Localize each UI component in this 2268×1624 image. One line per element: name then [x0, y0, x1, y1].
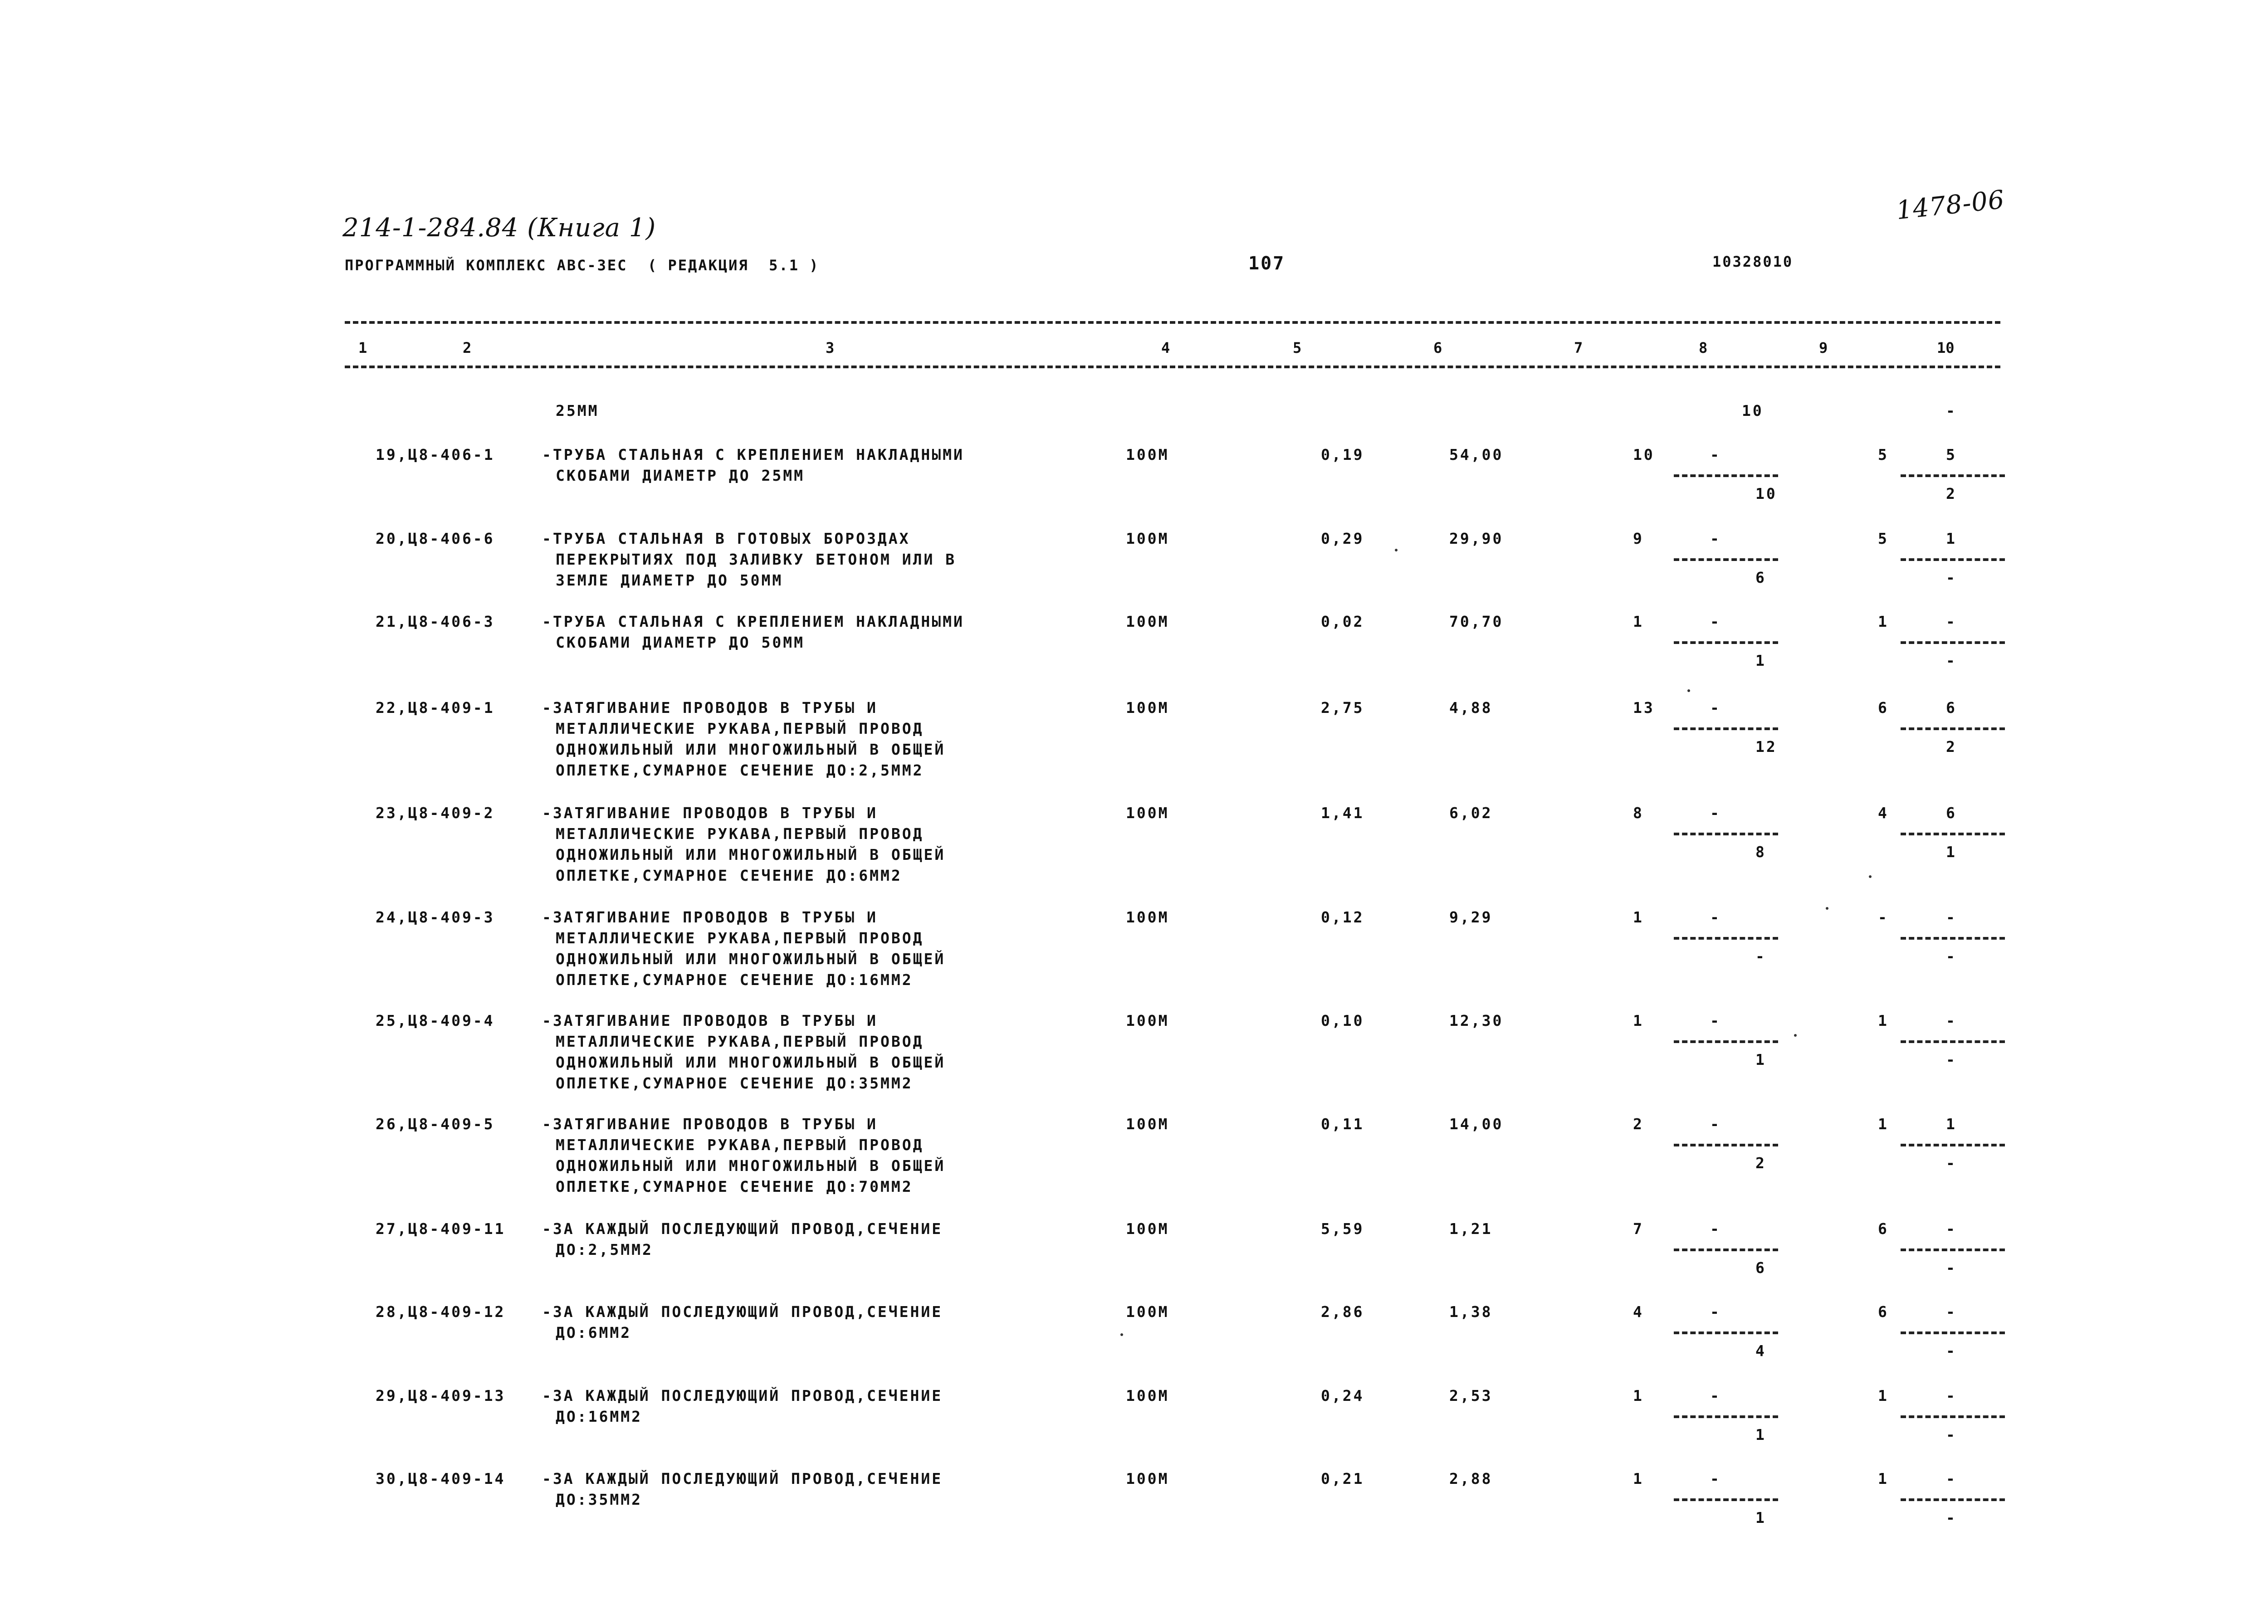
row-col10-top: - — [1946, 1012, 1957, 1029]
row-description-line: МЕТАЛЛИЧЕСКИЕ РУКАВА,ПЕРВЫЙ ПРОВОД — [556, 929, 924, 947]
row-description-line: МЕТАЛЛИЧЕСКИЕ РУКАВА,ПЕРВЫЙ ПРОВОД — [556, 1033, 924, 1050]
row-description-line: МЕТАЛЛИЧЕСКИЕ РУКАВА,ПЕРВЫЙ ПРОВОД — [556, 825, 924, 843]
row-col5: 0,29 — [1321, 530, 1364, 547]
row-description-line: ОДНОЖИЛЬНЫЙ ИЛИ МНОГОЖИЛЬНЫЙ В ОБЩЕЙ — [556, 741, 946, 758]
row-col10-bottom: - — [1946, 652, 1957, 669]
row-col5: 2,86 — [1321, 1303, 1364, 1321]
row-col8-top: - — [1710, 1303, 1721, 1321]
table-row — [0, 1010, 2268, 1092]
row-col8-top: - — [1710, 1387, 1721, 1405]
row-col10-bottom: - — [1946, 1509, 1957, 1526]
row-unit: 100М — [1126, 530, 1169, 547]
row-col8-bottom: 6 — [1755, 569, 1766, 586]
row-col10-top: 5 — [1946, 446, 1957, 463]
row-col9: 1 — [1878, 1470, 1889, 1487]
fraction-rule-col8 — [1674, 727, 1778, 730]
row-unit: 100М — [1126, 613, 1169, 630]
row-col8-bottom: 1 — [1755, 1426, 1766, 1444]
row-col6: 14,00 — [1449, 1115, 1504, 1133]
row-description-line: ПЕРЕКРЫТИЯХ ПОД ЗАЛИВКУ БЕТОНОМ ИЛИ В — [556, 551, 957, 568]
row-col10-top: - — [1946, 1303, 1957, 1321]
document-code: 10328010 — [1712, 253, 1794, 270]
row-description-line: -ЗАТЯГИВАНИЕ ПРОВОДОВ В ТРУБЫ И — [542, 1115, 878, 1133]
row-code: 22,Ц8-409-1 — [376, 699, 495, 717]
row-col8-top: - — [1710, 613, 1721, 630]
row-description-line: ОПЛЕТКЕ,СУМАРНОЕ СЕЧЕНИЕ ДО:16ММ2 — [556, 971, 913, 989]
row-code: 25,Ц8-409-4 — [376, 1012, 495, 1029]
row-col7: 2 — [1633, 1115, 1644, 1133]
fraction-rule-col10 — [1901, 1144, 2005, 1146]
row-col8-bottom: 6 — [1755, 1259, 1766, 1277]
row-description-line: ЗЕМЛЕ ДИАМЕТР ДО 50ММ — [556, 571, 783, 589]
row-unit: 100М — [1126, 1012, 1169, 1029]
column-number-7: 7 — [1574, 339, 1583, 356]
row-col5: 2,75 — [1321, 699, 1364, 717]
row-col7: 4 — [1633, 1303, 1644, 1321]
table-row — [0, 697, 2268, 779]
row-col9: 4 — [1878, 804, 1889, 822]
column-number-10: 10 — [1937, 339, 1955, 356]
row-col8-bottom: - — [1755, 947, 1766, 965]
fraction-rule-col10 — [1901, 1498, 2005, 1501]
fraction-rule-col8 — [1674, 1498, 1778, 1501]
row-col8-bottom: 1 — [1755, 1051, 1766, 1068]
handwritten-document-code: 214-1-284.84 (Книга 1) — [342, 213, 656, 243]
row-col9: 5 — [1878, 530, 1889, 547]
row-col7: 7 — [1633, 1220, 1644, 1238]
scan-speck — [1869, 875, 1872, 878]
program-line: ПРОГРАММНЫЙ КОМПЛЕКС АВС-ЗЕС ( РЕДАКЦИЯ 5.1 ) — [345, 257, 820, 274]
row-description-line: ОПЛЕТКЕ,СУМАРНОЕ СЕЧЕНИЕ ДО:35ММ2 — [556, 1074, 913, 1092]
table-row — [0, 1468, 2268, 1526]
row-col10-top: 1 — [1946, 1115, 1957, 1133]
row-col6: 70,70 — [1449, 613, 1504, 630]
row-col9: 6 — [1878, 1220, 1889, 1238]
row-description-line: -ЗА КАЖДЫЙ ПОСЛЕДУЮЩИЙ ПРОВОД,СЕЧЕНИЕ — [542, 1387, 943, 1405]
row-unit: 100М — [1126, 1115, 1169, 1133]
continuation-text: 25ММ — [556, 402, 599, 419]
row-col9: - — [1878, 908, 1889, 926]
row-description-line: -ЗА КАЖДЫЙ ПОСЛЕДУЮЩИЙ ПРОВОД,СЕЧЕНИЕ — [542, 1470, 943, 1487]
fraction-rule-col8 — [1674, 1248, 1778, 1251]
row-description-line: ОПЛЕТКЕ,СУМАРНОЕ СЕЧЕНИЕ ДО:70ММ2 — [556, 1178, 913, 1195]
row-col7: 1 — [1633, 1387, 1644, 1405]
row-col5: 5,59 — [1321, 1220, 1364, 1238]
row-col8-bottom: 10 — [1755, 485, 1777, 502]
row-col10-bottom: 2 — [1946, 485, 1957, 502]
row-col10-top: - — [1946, 1220, 1957, 1238]
fraction-rule-col8 — [1674, 1331, 1778, 1334]
row-code: 19,Ц8-406-1 — [376, 446, 495, 463]
row-col9: 6 — [1878, 1303, 1889, 1321]
table-header-rule — [345, 366, 2000, 368]
row-code: 23,Ц8-409-2 — [376, 804, 495, 822]
row-col6: 2,88 — [1449, 1470, 1493, 1487]
row-col10-bottom: - — [1946, 1426, 1957, 1444]
row-col10-bottom: - — [1946, 1154, 1957, 1172]
row-code: 24,Ц8-409-3 — [376, 908, 495, 926]
column-number-9: 9 — [1819, 339, 1828, 356]
table-row — [0, 907, 2268, 989]
row-col8-top: - — [1710, 1012, 1721, 1029]
continuation-col10: - — [1946, 402, 1957, 419]
row-col8-bottom: 2 — [1755, 1154, 1766, 1172]
row-col6: 29,90 — [1449, 530, 1504, 547]
row-unit: 100М — [1126, 804, 1169, 822]
row-description-line: -ЗА КАЖДЫЙ ПОСЛЕДУЮЩИЙ ПРОВОД,СЕЧЕНИЕ — [542, 1303, 943, 1321]
row-col5: 0,02 — [1321, 613, 1364, 630]
table-row — [0, 803, 2268, 884]
row-unit: 100М — [1126, 1303, 1169, 1321]
row-description-line: СКОБАМИ ДИАМЕТР ДО 25ММ — [556, 467, 805, 484]
row-col8-top: - — [1710, 446, 1721, 463]
fraction-rule-col8 — [1674, 1040, 1778, 1043]
row-col6: 1,38 — [1449, 1303, 1493, 1321]
row-col10-bottom: - — [1946, 1342, 1957, 1360]
row-col9: 5 — [1878, 446, 1889, 463]
row-unit: 100М — [1126, 1470, 1169, 1487]
table-row — [0, 611, 2268, 669]
row-col5: 0,11 — [1321, 1115, 1364, 1133]
row-description-line: -ЗАТЯГИВАНИЕ ПРОВОДОВ В ТРУБЫ И — [542, 804, 878, 822]
row-col8-bottom: 12 — [1755, 738, 1777, 756]
row-col8-top: - — [1710, 1115, 1721, 1133]
row-description-line: ОДНОЖИЛЬНЫЙ ИЛИ МНОГОЖИЛЬНЫЙ В ОБЩЕЙ — [556, 846, 946, 863]
row-col10-top: 6 — [1946, 699, 1957, 717]
row-col10-bottom: 1 — [1946, 843, 1957, 861]
row-col9: 1 — [1878, 1387, 1889, 1405]
row-col10-top: - — [1946, 1470, 1957, 1487]
row-description-line: ОПЛЕТКЕ,СУМАРНОЕ СЕЧЕНИЕ ДО:2,5ММ2 — [556, 761, 924, 779]
table-row — [0, 1219, 2268, 1277]
row-col6: 4,88 — [1449, 699, 1493, 717]
row-col8-top: - — [1710, 804, 1721, 822]
row-description-line: ДО:2,5ММ2 — [556, 1241, 653, 1258]
row-code: 26,Ц8-409-5 — [376, 1115, 495, 1133]
fraction-rule-col10 — [1901, 558, 2005, 561]
fraction-rule-col8 — [1674, 1144, 1778, 1146]
row-col7: 1 — [1633, 613, 1644, 630]
row-unit: 100М — [1126, 1387, 1169, 1405]
column-number-6: 6 — [1433, 339, 1442, 356]
row-col7: 10 — [1633, 446, 1655, 463]
row-code: 29,Ц8-409-13 — [376, 1387, 506, 1405]
row-col6: 9,29 — [1449, 908, 1493, 926]
row-description-line: ОДНОЖИЛЬНЫЙ ИЛИ МНОГОЖИЛЬНЫЙ В ОБЩЕЙ — [556, 1157, 946, 1175]
row-col5: 0,12 — [1321, 908, 1364, 926]
row-col10-bottom: - — [1946, 947, 1957, 965]
row-description-line: ДО:16ММ2 — [556, 1408, 642, 1425]
fraction-rule-col10 — [1901, 1331, 2005, 1334]
table-row — [0, 1385, 2268, 1444]
row-col7: 8 — [1633, 804, 1644, 822]
row-col8-bottom: 1 — [1755, 652, 1766, 669]
table-row — [0, 1114, 2268, 1195]
row-col8-top: - — [1710, 699, 1721, 717]
row-col10-top: - — [1946, 613, 1957, 630]
column-number-4: 4 — [1161, 339, 1170, 356]
row-col8-bottom: 8 — [1755, 843, 1766, 861]
fraction-rule-col10 — [1901, 641, 2005, 644]
fraction-rule-col10 — [1901, 937, 2005, 940]
row-code: 30,Ц8-409-14 — [376, 1470, 506, 1487]
row-col5: 0,24 — [1321, 1387, 1364, 1405]
row-col9: 1 — [1878, 1012, 1889, 1029]
row-description-line: ДО:6ММ2 — [556, 1324, 632, 1341]
row-col8-top: - — [1710, 1470, 1721, 1487]
row-description-line: ОДНОЖИЛЬНЫЙ ИЛИ МНОГОЖИЛЬНЫЙ В ОБЩЕЙ — [556, 1053, 946, 1071]
fraction-rule-col8 — [1674, 641, 1778, 644]
row-col6: 12,30 — [1449, 1012, 1504, 1029]
page-number: 107 — [1248, 253, 1286, 274]
row-col9: 6 — [1878, 699, 1889, 717]
row-col10-top: 1 — [1946, 530, 1957, 547]
row-code: 21,Ц8-406-3 — [376, 613, 495, 630]
row-unit: 100М — [1126, 1220, 1169, 1238]
column-number-1: 1 — [358, 339, 367, 356]
row-description-line: -ЗАТЯГИВАНИЕ ПРОВОДОВ В ТРУБЫ И — [542, 908, 878, 926]
fraction-rule-col10 — [1901, 474, 2005, 477]
scan-speck — [1395, 549, 1398, 551]
row-col10-top: - — [1946, 1387, 1957, 1405]
row-col7: 1 — [1633, 1012, 1644, 1029]
row-col6: 6,02 — [1449, 804, 1493, 822]
row-col5: 0,10 — [1321, 1012, 1364, 1029]
row-col10-bottom: - — [1946, 1259, 1957, 1277]
fraction-rule-col10 — [1901, 1040, 2005, 1043]
row-col6: 2,53 — [1449, 1387, 1493, 1405]
fraction-rule-col8 — [1674, 833, 1778, 835]
column-number-5: 5 — [1293, 339, 1302, 356]
row-description-line: -ТРУБА СТАЛЬНАЯ С КРЕПЛЕНИЕМ НАКЛАДНЫМИ — [542, 613, 964, 630]
row-code: 28,Ц8-409-12 — [376, 1303, 506, 1321]
table-row — [0, 1302, 2268, 1360]
row-col6: 1,21 — [1449, 1220, 1493, 1238]
scan-speck — [1794, 1034, 1797, 1037]
row-description-line: -ЗАТЯГИВАНИЕ ПРОВОДОВ В ТРУБЫ И — [542, 699, 878, 717]
row-col5: 1,41 — [1321, 804, 1364, 822]
table-top-rule — [345, 321, 2000, 324]
column-number-2: 2 — [463, 339, 472, 356]
fraction-rule-col8 — [1674, 558, 1778, 561]
row-description-line: -ЗА КАЖДЫЙ ПОСЛЕДУЮЩИЙ ПРОВОД,СЕЧЕНИЕ — [542, 1220, 943, 1238]
row-code: 27,Ц8-409-11 — [376, 1220, 506, 1238]
scan-speck — [1826, 907, 1828, 910]
row-description-line: СКОБАМИ ДИАМЕТР ДО 50ММ — [556, 634, 805, 651]
row-col7: 13 — [1633, 699, 1655, 717]
row-description-line: -ТРУБА СТАЛЬНАЯ С КРЕПЛЕНИЕМ НАКЛАДНЫМИ — [542, 446, 964, 463]
row-col8-top: - — [1710, 908, 1721, 926]
row-col8-bottom: 4 — [1755, 1342, 1766, 1360]
row-code: 20,Ц8-406-6 — [376, 530, 495, 547]
row-col10-bottom: 2 — [1946, 738, 1957, 756]
row-col8-top: - — [1710, 530, 1721, 547]
row-col5: 0,21 — [1321, 1470, 1364, 1487]
row-col7: 9 — [1633, 530, 1644, 547]
row-col8-bottom: 1 — [1755, 1509, 1766, 1526]
row-col7: 1 — [1633, 1470, 1644, 1487]
row-description-line: ОДНОЖИЛЬНЫЙ ИЛИ МНОГОЖИЛЬНЫЙ В ОБЩЕЙ — [556, 950, 946, 968]
fraction-rule-col10 — [1901, 1248, 2005, 1251]
row-col9: 1 — [1878, 613, 1889, 630]
row-col5: 0,19 — [1321, 446, 1364, 463]
table-row — [0, 528, 2268, 589]
table-row — [0, 444, 2268, 502]
row-unit: 100М — [1126, 446, 1169, 463]
row-col8-top: - — [1710, 1220, 1721, 1238]
column-number-3: 3 — [826, 339, 835, 356]
row-col9: 1 — [1878, 1115, 1889, 1133]
fraction-rule-col10 — [1901, 833, 2005, 835]
scan-speck — [1687, 689, 1690, 692]
handwritten-sheet-number: 1478-06 — [1895, 185, 2006, 226]
row-col10-bottom: - — [1946, 1051, 1957, 1068]
continuation-col8: 10 — [1742, 402, 1764, 419]
row-description-line: МЕТАЛЛИЧЕСКИЕ РУКАВА,ПЕРВЫЙ ПРОВОД — [556, 1136, 924, 1154]
row-description-line: ДО:35ММ2 — [556, 1491, 642, 1508]
row-unit: 100М — [1126, 699, 1169, 717]
row-col7: 1 — [1633, 908, 1644, 926]
row-col10-top: - — [1946, 908, 1957, 926]
row-col10-top: 6 — [1946, 804, 1957, 822]
fraction-rule-col8 — [1674, 1415, 1778, 1418]
row-col6: 54,00 — [1449, 446, 1504, 463]
fraction-rule-col8 — [1674, 474, 1778, 477]
row-description-line: ОПЛЕТКЕ,СУМАРНОЕ СЕЧЕНИЕ ДО:6ММ2 — [556, 867, 902, 884]
row-description-line: -ТРУБА СТАЛЬНАЯ В ГОТОВЫХ БОРОЗДАХ — [542, 530, 910, 547]
row-unit: 100М — [1126, 908, 1169, 926]
fraction-rule-col8 — [1674, 937, 1778, 940]
row-col10-bottom: - — [1946, 569, 1957, 586]
column-number-8: 8 — [1699, 339, 1708, 356]
fraction-rule-col10 — [1901, 727, 2005, 730]
row-description-line: -ЗАТЯГИВАНИЕ ПРОВОДОВ В ТРУБЫ И — [542, 1012, 878, 1029]
scan-speck — [1120, 1333, 1123, 1336]
row-description-line: МЕТАЛЛИЧЕСКИЕ РУКАВА,ПЕРВЫЙ ПРОВОД — [556, 720, 924, 737]
fraction-rule-col10 — [1901, 1415, 2005, 1418]
